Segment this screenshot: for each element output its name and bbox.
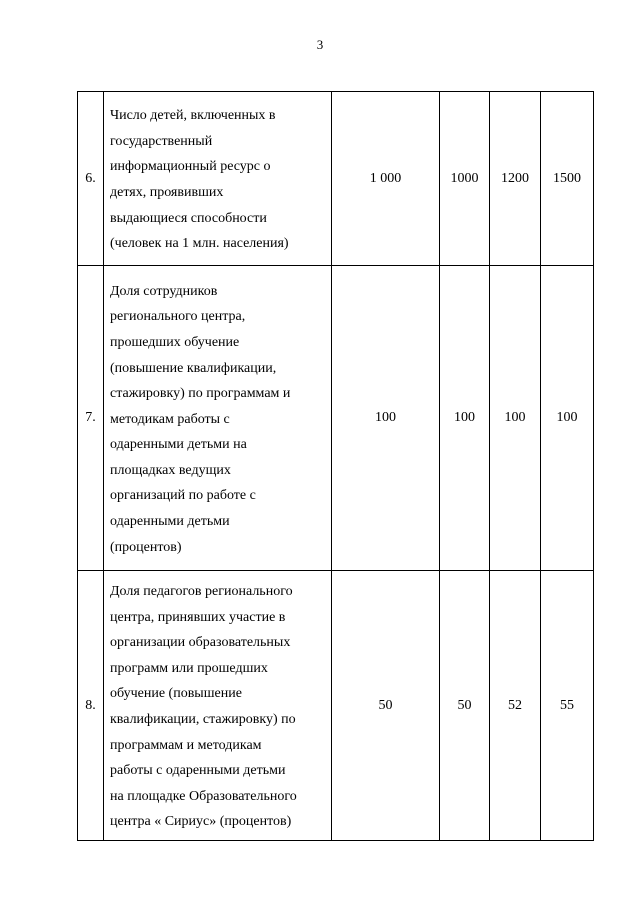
description-line: Число детей, включенных в [110, 108, 276, 124]
value-cell: 100 [332, 266, 440, 571]
description-line: Доля педагогов регионального [110, 584, 293, 600]
description-line: центра, принявших участие в [110, 609, 286, 625]
value-cell: 55 [541, 571, 594, 841]
description-line: (человек на 1 млн. населения) [110, 236, 289, 252]
value-cell: 52 [490, 571, 541, 841]
row-number: 7. [78, 266, 104, 571]
row-number: 8. [78, 571, 104, 841]
value-cell: 1000 [440, 92, 490, 266]
description-line: одаренными детьми [110, 514, 230, 530]
description-line: обучение (повышение [110, 686, 242, 702]
row-description [104, 92, 332, 266]
value-cell: 1 000 [332, 92, 440, 266]
description-line: методикам работы с [110, 411, 230, 427]
table-row [78, 571, 594, 841]
value-cell: 100 [490, 266, 541, 571]
description-line: государственный [110, 133, 213, 149]
description-line: (повышение квалификации, [110, 360, 277, 376]
description-line: стажировку) по программам и [110, 386, 291, 402]
value-cell: 100 [541, 266, 594, 571]
page-number: 3 [316, 37, 324, 52]
value-cell: 50 [332, 571, 440, 841]
description-line: (процентов) [110, 539, 182, 555]
description-line: одаренными детьми на [110, 437, 247, 453]
description-line: программам и методикам [110, 737, 262, 753]
description-line: регионального центра, [110, 309, 246, 325]
description-line: выдающиеся способности [110, 210, 267, 226]
description-line: организации образовательных [110, 635, 291, 651]
description-line: организаций по работе с [110, 488, 256, 504]
value-cell: 100 [440, 266, 490, 571]
description-line: на площадке Образовательного [110, 788, 297, 804]
table-row [78, 92, 594, 266]
value-cell: 1200 [490, 92, 541, 266]
indicators-table [77, 91, 594, 841]
description-line: площадках ведущих [110, 462, 231, 478]
description-line: программ или прошедших [110, 660, 268, 676]
row-description [104, 571, 332, 841]
value-cell: 1500 [541, 92, 594, 266]
table-row [78, 266, 594, 571]
description-line: детях, проявивших [110, 185, 224, 200]
row-number: 6. [78, 92, 104, 266]
description-line: работы с одаренными детьми [110, 763, 286, 779]
description-line: Доля сотрудников [110, 283, 218, 299]
description-line: информационный ресурс о [110, 159, 271, 175]
description-line: квалификации, стажировку) по [110, 712, 296, 727]
value-cell: 50 [440, 571, 490, 841]
row-description [104, 266, 332, 571]
description-line: прошедших обучение [110, 334, 240, 350]
description-line: центра « Сириус» (процентов) [110, 814, 292, 830]
